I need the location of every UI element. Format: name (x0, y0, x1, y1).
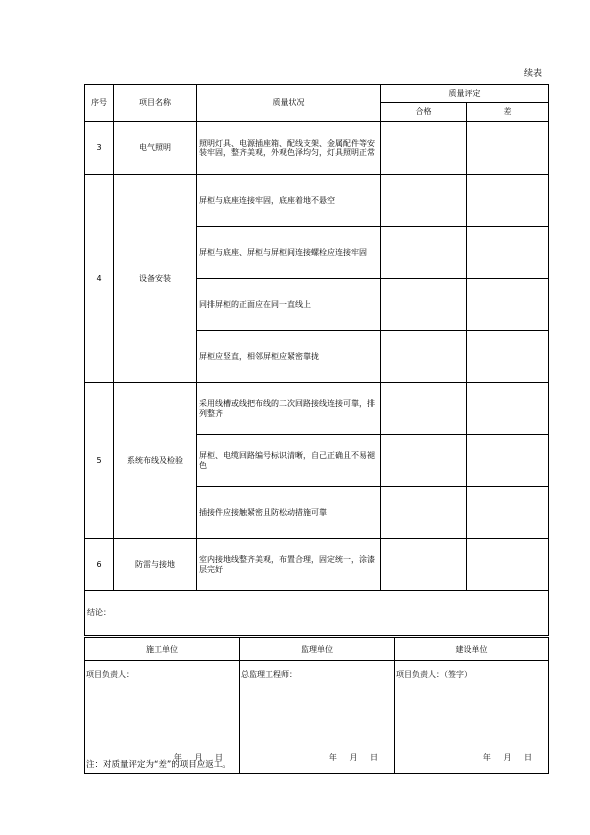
quality-desc: 屏柜、电缆回路编号标识清晰，自己正确且不易褪色 (197, 435, 381, 487)
poor-cell[interactable] (467, 435, 549, 487)
poor-cell[interactable] (467, 383, 549, 435)
header-pass: 合格 (381, 103, 467, 122)
conclusion-row (85, 591, 549, 636)
supervision-sign-cell[interactable] (240, 661, 395, 774)
owner-person-label: 项目负责人：（签字） (396, 670, 472, 679)
quality-desc: 插接件应接触紧密且防松动措施可靠 (197, 487, 381, 539)
quality-desc: 同排屏柜的正面应在同一直线上 (197, 279, 381, 331)
conclusion-label[interactable]: 结论： (85, 591, 549, 636)
construction-person-label: 项目负责人： (86, 670, 134, 679)
signature-header-row (85, 638, 549, 661)
poor-cell[interactable] (467, 175, 549, 227)
poor-cell[interactable] (467, 122, 549, 175)
owner-date: 年 月 日 (482, 753, 532, 762)
quality-desc: 屏柜应竖直，相邻屏柜应紧密靠拢 (197, 331, 381, 383)
construction-date: 年 月 日 (173, 753, 223, 762)
owner-unit: 建设单位 (395, 638, 549, 661)
table-row (85, 175, 549, 227)
supervision-date: 年 月 日 (328, 753, 378, 762)
construction-sign-cell[interactable] (85, 661, 240, 774)
continued-label: 续表 (523, 69, 542, 79)
poor-cell[interactable] (467, 331, 549, 383)
pass-cell[interactable] (381, 435, 467, 487)
quality-desc: 照明灯具、电源插座箱、配线支架、金属配件等安装牢固，整齐美观，外观色泽均匀，灯具照明正常 (197, 122, 381, 175)
header-quality-status: 质量状况 (197, 85, 381, 122)
pass-cell[interactable] (381, 175, 467, 227)
row-number: 4 (85, 175, 114, 383)
poor-cell[interactable] (467, 227, 549, 279)
signature-table (84, 637, 549, 774)
row-number: 6 (85, 539, 114, 591)
footnote: 注：对质量评定为“差”的项目应返工。 (86, 760, 231, 770)
supervision-unit: 监理单位 (240, 638, 395, 661)
pass-cell[interactable] (381, 487, 467, 539)
pass-cell[interactable] (381, 122, 467, 175)
supervision-person-label: 总监理工程师： (241, 670, 297, 679)
header-poor: 差 (467, 103, 549, 122)
table-row (85, 539, 549, 591)
pass-cell[interactable] (381, 539, 467, 591)
construction-unit: 施工单位 (85, 638, 240, 661)
quality-desc: 屏柜与底座、屏柜与屏柜间连接螺栓应连接牢固 (197, 227, 381, 279)
signature-body-row (85, 661, 549, 774)
owner-sign-cell[interactable] (395, 661, 549, 774)
quality-desc: 室内接地线整齐美观，布置合理，固定统一，涂漆层完好 (197, 539, 381, 591)
poor-cell[interactable] (467, 539, 549, 591)
poor-cell[interactable] (467, 487, 549, 539)
item-name: 防雷与接地 (114, 539, 197, 591)
pass-cell[interactable] (381, 383, 467, 435)
quality-desc: 屏柜与底座连接牢固，底座着地不悬空 (197, 175, 381, 227)
pass-cell[interactable] (381, 331, 467, 383)
item-name: 设备安装 (114, 175, 197, 383)
item-name: 电气照明 (114, 122, 197, 175)
item-name: 系统布线及检验 (114, 383, 197, 539)
header-item-name: 项目名称 (114, 85, 197, 122)
poor-cell[interactable] (467, 279, 549, 331)
header-row (85, 85, 549, 103)
quality-table (84, 84, 549, 636)
header-quality-evaluation: 质量评定 (381, 85, 549, 103)
pass-cell[interactable] (381, 227, 467, 279)
quality-desc: 采用线槽或线把布线的二次回路接线连接可靠，排列整齐 (197, 383, 381, 435)
pass-cell[interactable] (381, 279, 467, 331)
table-row (85, 122, 549, 175)
table-row (85, 383, 549, 435)
row-number: 3 (85, 122, 114, 175)
row-number: 5 (85, 383, 114, 539)
header-seq: 序号 (85, 85, 114, 122)
